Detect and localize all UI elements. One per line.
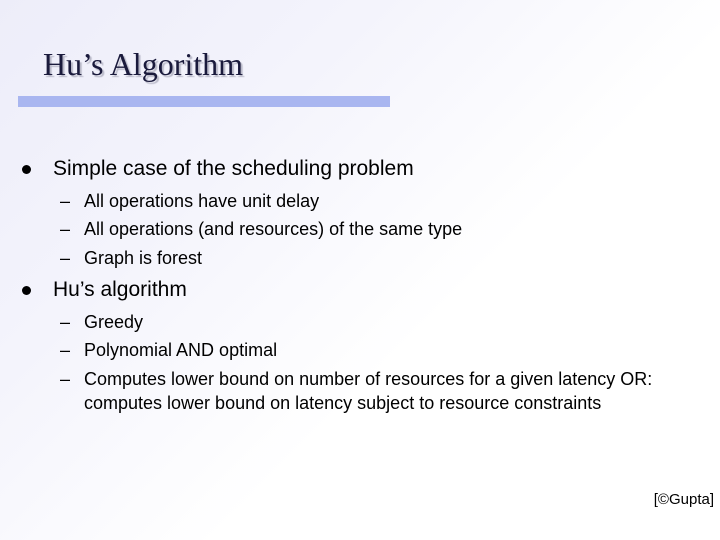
sub-bullet-text: Computes lower bound on number of resources for a given latency OR: computes lower bound on latency subject to resource constraints xyxy=(84,369,653,413)
bullet-dot-icon xyxy=(22,286,31,295)
dash-icon: – xyxy=(60,219,71,239)
dash-icon: – xyxy=(60,340,71,360)
sub-bullet-text: Polynomial AND optimal xyxy=(84,340,278,360)
dash-icon: – xyxy=(60,369,71,389)
sub-bullet-text: All operations (and resources) of the same type xyxy=(84,219,463,239)
credit-label: [©Gupta] xyxy=(653,491,714,508)
title-underline-bar xyxy=(18,96,390,107)
dash-icon: – xyxy=(60,191,71,211)
sub-bullet-text: Greedy xyxy=(84,312,144,332)
sub-bullet-text: All operations have unit delay xyxy=(84,191,320,211)
bullet-text: Simple case of the scheduling problem xyxy=(53,157,414,180)
sub-bullet-text: Graph is forest xyxy=(84,248,203,268)
bullet-dot-icon xyxy=(22,165,31,174)
bullet-text: Hu’s algorithm xyxy=(53,278,187,301)
dash-icon: – xyxy=(60,248,71,268)
slide-title: Hu’s Algorithm xyxy=(43,46,244,82)
dash-icon: – xyxy=(60,312,71,332)
